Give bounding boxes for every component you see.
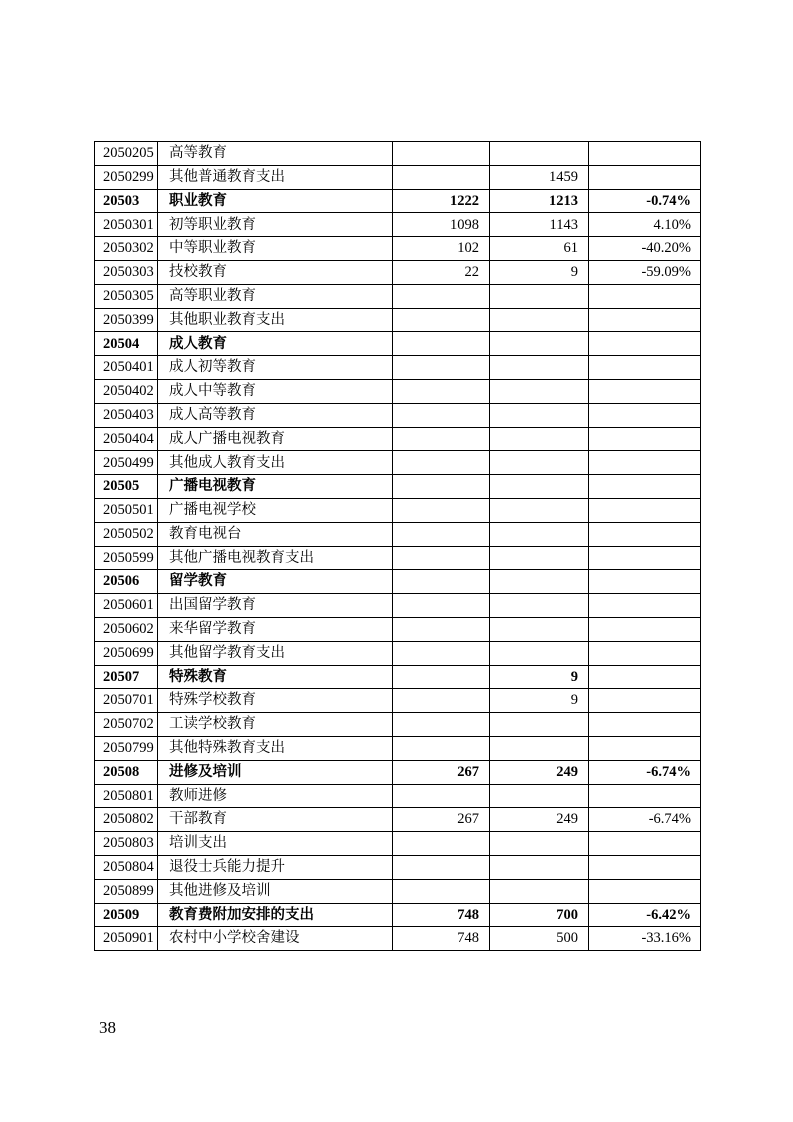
cell-code: 2050901: [95, 927, 158, 951]
cell-change-pct: -33.16%: [589, 927, 701, 951]
cell-name: 出国留学教育: [158, 594, 393, 618]
table-row: [95, 451, 701, 475]
cell-budget-curr: 61: [490, 237, 589, 261]
cell-budget-prev: [393, 665, 490, 689]
cell-budget-curr: [490, 879, 589, 903]
cell-code: 2050799: [95, 736, 158, 760]
table-row: [95, 879, 701, 903]
table-row: [95, 927, 701, 951]
cell-budget-curr: [490, 332, 589, 356]
cell-name: 技校教育: [158, 260, 393, 284]
cell-budget-prev: [393, 498, 490, 522]
table-row: [95, 427, 701, 451]
table-row: [95, 308, 701, 332]
cell-budget-curr: [490, 356, 589, 380]
cell-budget-prev: [393, 475, 490, 499]
cell-budget-curr: 1143: [490, 213, 589, 237]
cell-change-pct: [589, 451, 701, 475]
cell-change-pct: [589, 855, 701, 879]
cell-name: 退役士兵能力提升: [158, 855, 393, 879]
table-row: [95, 284, 701, 308]
cell-code: 20507: [95, 665, 158, 689]
cell-change-pct: [589, 356, 701, 380]
cell-code: 2050401: [95, 356, 158, 380]
cell-change-pct: [589, 665, 701, 689]
cell-budget-curr: [490, 594, 589, 618]
cell-name: 其他特殊教育支出: [158, 736, 393, 760]
cell-budget-curr: [490, 522, 589, 546]
cell-code: 2050804: [95, 855, 158, 879]
cell-change-pct: [589, 379, 701, 403]
cell-change-pct: [589, 498, 701, 522]
cell-code: 2050399: [95, 308, 158, 332]
table-row: [95, 522, 701, 546]
cell-name: 成人高等教育: [158, 403, 393, 427]
cell-code: 2050899: [95, 879, 158, 903]
cell-budget-prev: [393, 879, 490, 903]
cell-name: 其他职业教育支出: [158, 308, 393, 332]
table-row: [95, 165, 701, 189]
cell-code: 2050299: [95, 165, 158, 189]
cell-budget-prev: [393, 641, 490, 665]
cell-budget-prev: [393, 546, 490, 570]
table-row: [95, 903, 701, 927]
cell-budget-prev: 1098: [393, 213, 490, 237]
table-row: [95, 142, 701, 166]
cell-change-pct: [589, 165, 701, 189]
cell-name: 培训支出: [158, 832, 393, 856]
table-row: [95, 498, 701, 522]
cell-name: 其他广播电视教育支出: [158, 546, 393, 570]
cell-budget-prev: 1222: [393, 189, 490, 213]
table-row: [95, 617, 701, 641]
cell-code: 2050404: [95, 427, 158, 451]
cell-budget-curr: 1213: [490, 189, 589, 213]
cell-budget-prev: [393, 451, 490, 475]
table-row: [95, 641, 701, 665]
cell-name: 教师进修: [158, 784, 393, 808]
cell-budget-prev: 22: [393, 260, 490, 284]
cell-budget-prev: [393, 165, 490, 189]
cell-budget-curr: 249: [490, 808, 589, 832]
cell-budget-curr: [490, 546, 589, 570]
table-row: [95, 260, 701, 284]
cell-name: 成人中等教育: [158, 379, 393, 403]
cell-budget-curr: [490, 570, 589, 594]
cell-budget-prev: [393, 617, 490, 641]
cell-budget-prev: [393, 594, 490, 618]
cell-name: 其他成人教育支出: [158, 451, 393, 475]
cell-change-pct: [589, 308, 701, 332]
cell-budget-curr: [490, 498, 589, 522]
cell-code: 2050803: [95, 832, 158, 856]
table-row: [95, 379, 701, 403]
cell-budget-prev: 267: [393, 808, 490, 832]
cell-budget-curr: [490, 142, 589, 166]
cell-budget-prev: [393, 784, 490, 808]
cell-budget-curr: 9: [490, 260, 589, 284]
cell-code: 2050802: [95, 808, 158, 832]
cell-budget-curr: 1459: [490, 165, 589, 189]
table-row: [95, 213, 701, 237]
cell-code: 2050499: [95, 451, 158, 475]
cell-budget-prev: [393, 332, 490, 356]
table-row: [95, 189, 701, 213]
cell-budget-curr: 9: [490, 689, 589, 713]
cell-budget-curr: [490, 784, 589, 808]
cell-change-pct: -6.42%: [589, 903, 701, 927]
cell-change-pct: -6.74%: [589, 760, 701, 784]
cell-code: 2050702: [95, 713, 158, 737]
cell-change-pct: -59.09%: [589, 260, 701, 284]
cell-budget-prev: [393, 855, 490, 879]
cell-code: 2050205: [95, 142, 158, 166]
cell-name: 特殊学校教育: [158, 689, 393, 713]
cell-change-pct: [589, 879, 701, 903]
cell-code: 20504: [95, 332, 158, 356]
cell-budget-curr: 700: [490, 903, 589, 927]
cell-change-pct: [589, 475, 701, 499]
cell-budget-prev: [393, 713, 490, 737]
cell-name: 其他普通教育支出: [158, 165, 393, 189]
cell-budget-prev: [393, 379, 490, 403]
cell-budget-curr: [490, 641, 589, 665]
cell-change-pct: [589, 403, 701, 427]
cell-name: 职业教育: [158, 189, 393, 213]
cell-change-pct: [589, 332, 701, 356]
table-row: [95, 237, 701, 261]
cell-budget-curr: [490, 713, 589, 737]
budget-table: [94, 141, 701, 951]
cell-change-pct: [589, 736, 701, 760]
cell-change-pct: [589, 427, 701, 451]
cell-change-pct: [589, 546, 701, 570]
cell-code: 2050301: [95, 213, 158, 237]
cell-budget-curr: [490, 855, 589, 879]
cell-name: 特殊教育: [158, 665, 393, 689]
cell-change-pct: [589, 570, 701, 594]
table-row: [95, 570, 701, 594]
cell-budget-prev: [393, 403, 490, 427]
cell-budget-prev: [393, 736, 490, 760]
cell-name: 来华留学教育: [158, 617, 393, 641]
cell-change-pct: [589, 689, 701, 713]
cell-name: 成人广播电视教育: [158, 427, 393, 451]
cell-change-pct: [589, 522, 701, 546]
cell-code: 20505: [95, 475, 158, 499]
cell-name: 广播电视教育: [158, 475, 393, 499]
table-row: [95, 332, 701, 356]
cell-name: 广播电视学校: [158, 498, 393, 522]
cell-budget-prev: 748: [393, 903, 490, 927]
cell-name: 干部教育: [158, 808, 393, 832]
cell-code: 2050403: [95, 403, 158, 427]
cell-code: 20506: [95, 570, 158, 594]
cell-code: 2050599: [95, 546, 158, 570]
cell-name: 高等职业教育: [158, 284, 393, 308]
table-body: [95, 142, 701, 951]
cell-name: 教育电视台: [158, 522, 393, 546]
cell-code: 20509: [95, 903, 158, 927]
cell-name: 初等职业教育: [158, 213, 393, 237]
table-row: [95, 855, 701, 879]
cell-name: 中等职业教育: [158, 237, 393, 261]
cell-code: 2050601: [95, 594, 158, 618]
cell-budget-curr: [490, 475, 589, 499]
cell-code: 2050501: [95, 498, 158, 522]
cell-budget-curr: [490, 451, 589, 475]
cell-code: 2050305: [95, 284, 158, 308]
table-row: [95, 594, 701, 618]
cell-code: 2050303: [95, 260, 158, 284]
table-row: [95, 808, 701, 832]
cell-budget-prev: 102: [393, 237, 490, 261]
table-row: [95, 546, 701, 570]
cell-budget-curr: [490, 284, 589, 308]
cell-code: 2050699: [95, 641, 158, 665]
table-row: [95, 403, 701, 427]
table-row: [95, 713, 701, 737]
cell-change-pct: [589, 832, 701, 856]
cell-budget-curr: [490, 617, 589, 641]
cell-code: 2050701: [95, 689, 158, 713]
cell-change-pct: [589, 142, 701, 166]
cell-budget-curr: 500: [490, 927, 589, 951]
cell-name: 留学教育: [158, 570, 393, 594]
cell-name: 教育费附加安排的支出: [158, 903, 393, 927]
cell-code: 2050801: [95, 784, 158, 808]
cell-budget-prev: [393, 570, 490, 594]
cell-budget-curr: 249: [490, 760, 589, 784]
table-row: [95, 736, 701, 760]
cell-name: 成人教育: [158, 332, 393, 356]
cell-budget-prev: 267: [393, 760, 490, 784]
cell-change-pct: [589, 594, 701, 618]
cell-name: 其他进修及培训: [158, 879, 393, 903]
table-row: [95, 475, 701, 499]
cell-budget-curr: [490, 427, 589, 451]
cell-change-pct: [589, 784, 701, 808]
cell-change-pct: [589, 617, 701, 641]
cell-budget-prev: [393, 142, 490, 166]
cell-name: 其他留学教育支出: [158, 641, 393, 665]
cell-code: 2050402: [95, 379, 158, 403]
table-row: [95, 356, 701, 380]
cell-budget-curr: [490, 403, 589, 427]
cell-change-pct: [589, 713, 701, 737]
cell-budget-prev: 748: [393, 927, 490, 951]
cell-code: 2050602: [95, 617, 158, 641]
cell-budget-prev: [393, 522, 490, 546]
cell-budget-prev: [393, 427, 490, 451]
cell-budget-curr: [490, 379, 589, 403]
cell-name: 成人初等教育: [158, 356, 393, 380]
cell-change-pct: -40.20%: [589, 237, 701, 261]
cell-budget-curr: [490, 832, 589, 856]
cell-budget-curr: [490, 308, 589, 332]
cell-budget-prev: [393, 832, 490, 856]
table-row: [95, 760, 701, 784]
cell-change-pct: [589, 641, 701, 665]
table-row: [95, 784, 701, 808]
cell-code: 2050502: [95, 522, 158, 546]
cell-code: 20503: [95, 189, 158, 213]
cell-name: 农村中小学校舍建设: [158, 927, 393, 951]
table-row: [95, 689, 701, 713]
cell-name: 进修及培训: [158, 760, 393, 784]
cell-budget-prev: [393, 284, 490, 308]
cell-code: 2050302: [95, 237, 158, 261]
page-number: 38: [99, 1018, 116, 1037]
cell-budget-curr: 9: [490, 665, 589, 689]
cell-change-pct: 4.10%: [589, 213, 701, 237]
cell-change-pct: -6.74%: [589, 808, 701, 832]
cell-name: 高等教育: [158, 142, 393, 166]
cell-code: 20508: [95, 760, 158, 784]
cell-budget-prev: [393, 689, 490, 713]
cell-budget-prev: [393, 308, 490, 332]
cell-budget-curr: [490, 736, 589, 760]
cell-change-pct: [589, 284, 701, 308]
cell-budget-prev: [393, 356, 490, 380]
table-row: [95, 665, 701, 689]
table-row: [95, 832, 701, 856]
cell-name: 工读学校教育: [158, 713, 393, 737]
cell-change-pct: -0.74%: [589, 189, 701, 213]
